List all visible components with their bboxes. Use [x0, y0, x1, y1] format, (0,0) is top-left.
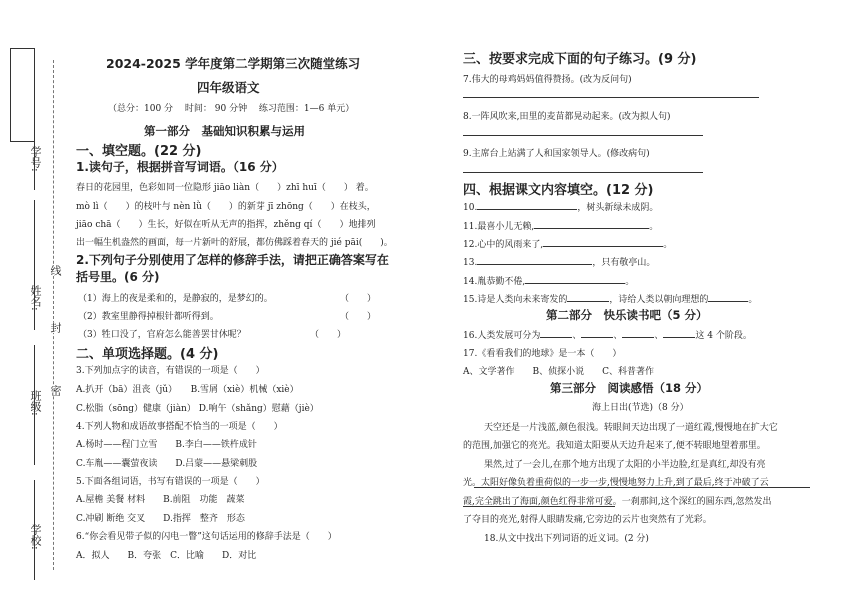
- part1-heading: 第一部分 基础知识积累与运用: [144, 124, 305, 138]
- passage-underline: [463, 506, 615, 507]
- passage-underline: [474, 487, 810, 488]
- fill-text: 。: [625, 277, 635, 287]
- name-label: 姓名:: [29, 285, 42, 311]
- q2-item: （2）教室里静得掉根针都听得到。: [78, 312, 219, 322]
- fill-blank[interactable]: [525, 283, 625, 284]
- mc-line: 5.下面各组词语，书写有错误的一项是（ ）: [76, 477, 265, 487]
- school-line: [34, 480, 35, 580]
- fold-mark-mi: 密: [49, 385, 62, 396]
- passage-line: 的范围,加强它的亮光。我知道太阳要从天边升起来了,便不转眼地望着那里。: [463, 441, 766, 451]
- q15-text: 15.诗是人类向未来寄发的: [463, 295, 568, 305]
- fill-blank[interactable]: [567, 301, 609, 302]
- q16-text: 16.人类发展可分为: [463, 331, 541, 341]
- q16-text: 、: [572, 331, 582, 341]
- fill-text: 10.: [463, 203, 478, 213]
- school-label: 学校:: [29, 524, 42, 550]
- q9-answer-line: [463, 172, 703, 173]
- fill-blank[interactable]: [543, 246, 663, 247]
- fill-text: 14.胤恭勤不倦,: [463, 277, 526, 287]
- q17-options: A、文学著作 B、侦探小说 C、科普著作: [463, 367, 655, 377]
- mc-line: 3.下列加点字的读音，有错误的一项是（ ）: [76, 366, 265, 376]
- fill-item: [463, 255, 655, 268]
- fill-text: 。: [663, 240, 673, 250]
- q2-heading-cont: 括号里。(6 分): [76, 270, 160, 284]
- fold-mark-xian: 线: [49, 265, 62, 276]
- q16-text: 、: [613, 331, 623, 341]
- section2-heading: 二、单项选择题。(4 分): [76, 347, 219, 362]
- q1-line: jiāo chā（ ）生长，好似在听从无声的指挥，zhěng qí（ ）地排列: [76, 220, 376, 230]
- fill-blank[interactable]: [581, 337, 613, 338]
- mc-line: A.扒开（bā）沮丧（jǔ） B.雪屑（xiè）机械（xiè）: [76, 385, 299, 395]
- fill-blank[interactable]: [663, 337, 695, 338]
- fill-blank[interactable]: [622, 337, 654, 338]
- q2-answer-paren: （ ）: [340, 312, 377, 322]
- fill-blank[interactable]: [540, 337, 572, 338]
- fill-text: 。: [649, 222, 659, 232]
- q1-line: 春日的花园里，色彩如同一位隐形 jiāo liàn（ ）zhī huī（ ） 着。: [76, 183, 374, 193]
- passage-line: 果然,过了一会儿,在那个地方出现了太阳的小半边脸,红是真红,却没有亮: [484, 460, 766, 470]
- fill-text: ，只有敬亭山。: [592, 258, 656, 268]
- q1-line: 出一幅生机盎然的画面，每一片新叶的舒展，都仿佛踩着春天的 jié pāi( )。: [76, 238, 393, 248]
- q2-heading: 2.下列句子分别使用了怎样的修辞手法，请把正确答案写在: [76, 253, 389, 267]
- q2-item: （3）牲口没了，官府怎么能善罢甘休呢？: [78, 330, 246, 340]
- q1-line: mò lì（ ）的枝叶与 nèn lǜ（ ）的新芽 jī zhōng（ ）在枝头，: [76, 202, 376, 212]
- student-id-label: 学号:: [29, 146, 42, 172]
- q15-text: ，诗给人类以朝向理想的: [609, 295, 709, 305]
- class-label: 班级:: [29, 390, 42, 416]
- fill-item: [463, 219, 658, 232]
- mc-line: 6.“你会看见带子似的闪电一瞥”这句话运用的修辞手法是（ ）: [76, 532, 337, 542]
- fold-line: [53, 60, 54, 570]
- q18-text: 18.从文中找出下列词语的近义词。(2 分): [484, 534, 649, 544]
- mc-line: A.屋檐 美餐 材料 B.前阻 功能 蔬菜: [76, 495, 245, 505]
- q7-text: 7.伟大的母鸡妈妈值得赞扬。(改为反问句): [463, 75, 632, 85]
- q7-answer-line: [463, 97, 759, 98]
- part2-heading: 第二部分 快乐读书吧（5 分）: [546, 308, 708, 322]
- name-box: [10, 48, 35, 142]
- passage-line: 天空还是一片浅蓝,颜色很浅。转眼间天边出现了一道红霞,慢慢地在扩大它: [484, 423, 778, 433]
- mc-line: 4.下列人物和成语故事搭配不恰当的一项是（ ）: [76, 422, 283, 432]
- part3-heading: 第三部分 阅读感悟（18 分）: [550, 381, 709, 395]
- q2-answer-paren: （ ）: [310, 330, 347, 340]
- q15: [463, 292, 757, 305]
- fill-item: [463, 200, 658, 213]
- fill-text: 12.心中的风雨来了,: [463, 240, 544, 250]
- passage-title: 海上日出(节选)（8 分）: [592, 403, 689, 413]
- q1-heading: 1.读句子，根据拼音写词语。（16 分）: [76, 160, 284, 174]
- fold-mark-feng: 封: [49, 322, 62, 333]
- fill-blank[interactable]: [477, 209, 577, 210]
- q2-answer-paren: （ ）: [340, 294, 377, 304]
- q2-item: （1）海上的夜是柔和的，是静寂的，是梦幻的。: [78, 294, 273, 304]
- section3-heading: 三、按要求完成下面的句子练习。(9 分): [463, 52, 697, 67]
- fill-item: [463, 237, 672, 250]
- q9-text: 9.主席台上站满了人和国家领导人。(修改病句): [463, 149, 650, 159]
- q15-text: 。: [748, 295, 758, 305]
- q16: [463, 328, 752, 341]
- passage-line: 霞,完全跳出了海面,颜色红得非常可爱。一刹那间,这个深红的圆东西,忽然发出: [463, 497, 772, 507]
- fill-text: ，树头新绿未成阴。: [577, 203, 659, 213]
- exam-subtitle: 四年级语文: [197, 80, 260, 95]
- fill-text: 13.: [463, 258, 478, 268]
- mc-line: A．拟人 B．夸张 C．比喻 D．对比: [76, 551, 257, 561]
- fill-blank[interactable]: [708, 301, 748, 302]
- class-line: [34, 345, 35, 465]
- fill-text: 11.最喜小儿无赖,: [463, 222, 535, 232]
- q17-text: 17.《看看我们的地球》是一本（ ）: [463, 349, 622, 359]
- mc-line: C.冲刷 断绝 交叉 D.指挥 整齐 形态: [76, 514, 245, 524]
- student-id-line: [34, 130, 35, 190]
- mc-line: C.车胤——囊萤夜读 D.吕蒙——悬梁刺股: [76, 459, 258, 469]
- passage-line: 了夺目的亮光,射得人眼睛发痛,它旁边的云片也突然有了光彩。: [463, 515, 712, 525]
- q16-text: 、: [654, 331, 664, 341]
- q8-text: 8.一阵风吹来,田里的麦苗都晃动起来。(改为拟人句): [463, 112, 671, 122]
- q8-answer-line: [463, 135, 703, 136]
- exam-title: 2024-2025 学年度第二学期第三次随堂练习: [106, 56, 361, 71]
- fill-item: [463, 274, 634, 287]
- fill-blank[interactable]: [477, 264, 592, 265]
- section4-heading: 四、根据课文内容填空。(12 分): [463, 183, 654, 198]
- mc-line: A.杨时——程门立雪 B.李白——铁杵成针: [76, 440, 257, 450]
- q16-text: 这 4 个阶段。: [695, 331, 752, 341]
- fill-blank[interactable]: [534, 228, 649, 229]
- mc-line: C.松脂（sōng）健康（jiàn） D.响午（shǎng）慰藉（jiè）: [76, 404, 319, 414]
- name-line: [34, 200, 35, 330]
- section1-heading: 一、填空题。(22 分): [76, 144, 202, 159]
- exam-info: （总分：100 分 时间： 90 分钟 练习范围：1—6 单元）: [108, 104, 355, 114]
- passage-line: 光。太阳好像负着重荷似的一步一步,慢慢地努力上升,到了最后,终于冲破了云: [463, 478, 769, 488]
